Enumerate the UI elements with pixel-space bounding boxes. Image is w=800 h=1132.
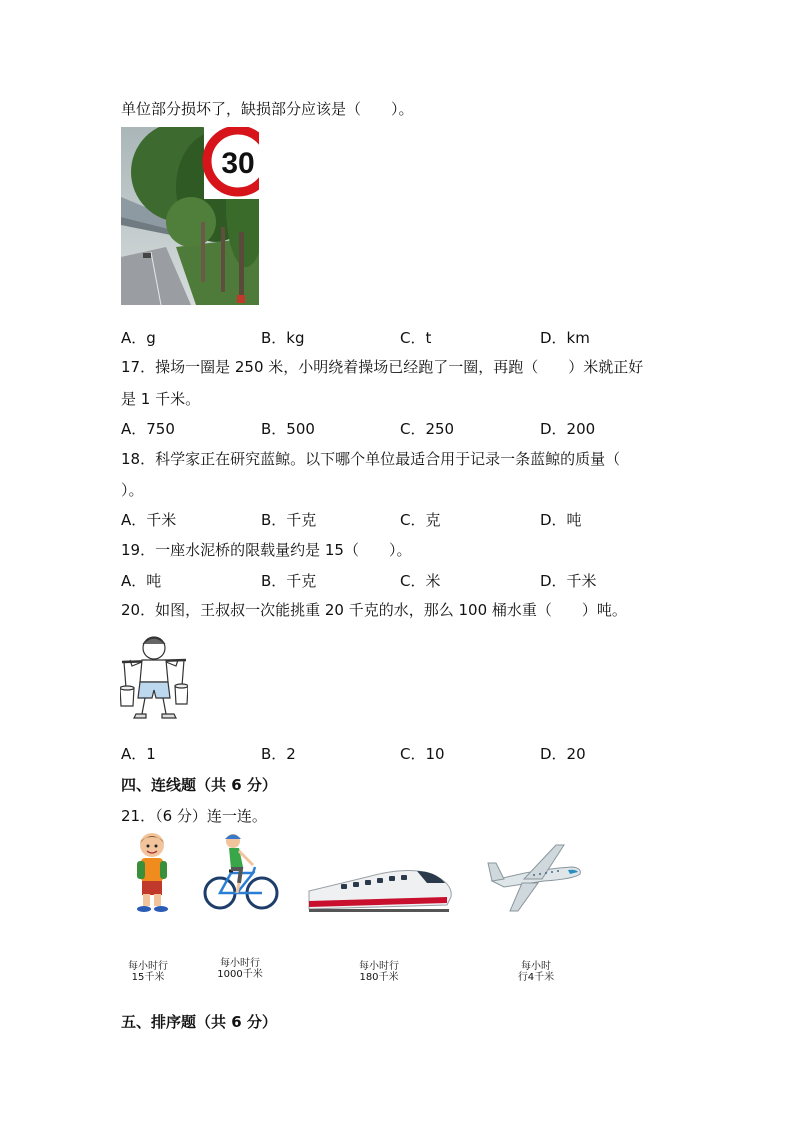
man-carrying-buckets-illustration bbox=[120, 630, 188, 722]
caption-180km-line2: 180千米 bbox=[359, 972, 399, 983]
airplane-illustration bbox=[484, 841, 584, 913]
q21-text: 21．（6 分）连一连。 bbox=[121, 807, 267, 825]
q18-line2: ）。 bbox=[121, 481, 144, 499]
caption-1000km bbox=[214, 958, 266, 980]
caption-15km-line1: 每小时行 bbox=[128, 961, 168, 972]
caption-180km bbox=[353, 961, 405, 983]
caption-180km-line1: 每小时行 bbox=[359, 961, 399, 972]
q19-option-c[interactable]: C．米 bbox=[400, 572, 441, 590]
sign-number: 30 bbox=[221, 147, 255, 180]
q18-option-c[interactable]: C．克 bbox=[400, 511, 441, 529]
q17-option-b[interactable]: B．500 bbox=[261, 420, 315, 438]
q20-text: 20．如图，王叔叔一次能挑重 20 千克的水，那么 100 桶水重（ ）吨。 bbox=[121, 601, 627, 619]
caption-1000km-line1: 每小时行 bbox=[220, 958, 260, 969]
caption-4km-line2: 行4千米 bbox=[517, 972, 555, 983]
q17-line2: 是 1 千米。 bbox=[121, 390, 201, 408]
q16-option-c[interactable]: C．t bbox=[400, 329, 432, 347]
q20-option-d[interactable]: D．20 bbox=[540, 745, 586, 763]
q17-option-c[interactable]: C．250 bbox=[400, 420, 455, 438]
caption-15km bbox=[122, 961, 174, 983]
q18-option-a[interactable]: A．千米 bbox=[121, 511, 177, 529]
q19-text: 19．一座水泥桥的限载量约是 15（ ）。 bbox=[121, 541, 412, 559]
speed-limit-photo bbox=[121, 127, 259, 305]
q17-option-d[interactable]: D．200 bbox=[540, 420, 596, 438]
q18-option-d[interactable]: D．吨 bbox=[540, 511, 582, 529]
high-speed-train-illustration bbox=[307, 857, 455, 913]
section4-title: 四、连线题（共 6 分） bbox=[121, 776, 277, 794]
q18-line1: 18．科学家正在研究蓝鲸。以下哪个单位最适合用于记录一条蓝鲸的质量（ bbox=[121, 450, 621, 468]
q20-option-c[interactable]: C．10 bbox=[400, 745, 445, 763]
section5-title: 五、排序题（共 6 分） bbox=[121, 1013, 277, 1031]
q16-option-b[interactable]: B．kg bbox=[261, 329, 305, 347]
q17-option-a[interactable]: A．750 bbox=[121, 420, 175, 438]
q18-option-b[interactable]: B．千克 bbox=[261, 511, 317, 529]
q19-option-b[interactable]: B．千克 bbox=[261, 572, 317, 590]
walking-boy-illustration bbox=[131, 831, 173, 913]
q20-option-b[interactable]: B．2 bbox=[261, 745, 296, 763]
caption-4km bbox=[510, 961, 562, 983]
q16-text: 单位部分损坏了，缺损部分应该是（ ）。 bbox=[121, 100, 414, 118]
q19-option-a[interactable]: A．吨 bbox=[121, 572, 162, 590]
q19-option-d[interactable]: D．千米 bbox=[540, 572, 597, 590]
caption-1000km-line2: 1000千米 bbox=[217, 969, 263, 980]
cyclist-illustration bbox=[203, 831, 279, 913]
q20-option-a[interactable]: A．1 bbox=[121, 745, 156, 763]
q17-line1: 17．操场一圈是 250 米，小明绕着操场已经跑了一圈，再跑（ ）米就正好 bbox=[121, 358, 644, 376]
caption-4km-line1: 每小时 bbox=[521, 961, 551, 972]
caption-15km-line2: 15千米 bbox=[131, 972, 165, 983]
q16-option-d[interactable]: D．km bbox=[540, 329, 590, 347]
q16-option-a[interactable]: A．g bbox=[121, 329, 156, 347]
